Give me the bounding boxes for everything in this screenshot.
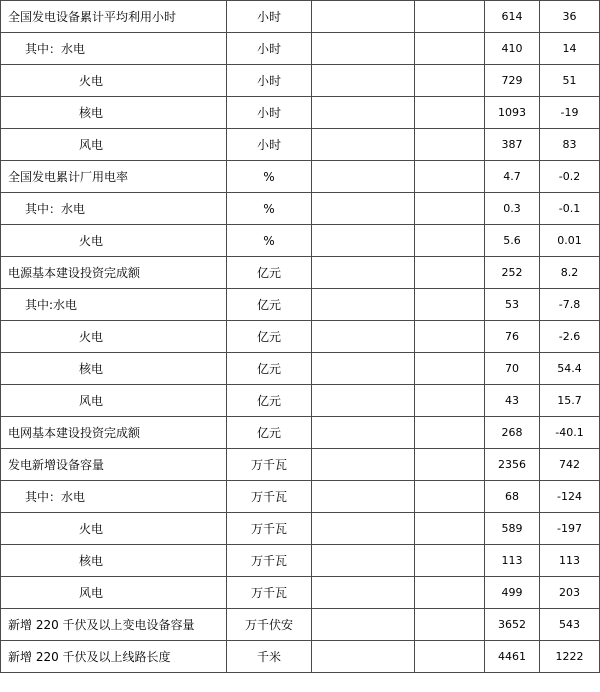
change-cell: 14 — [540, 33, 600, 65]
change-cell: 83 — [540, 129, 600, 161]
blank-cell — [415, 481, 485, 513]
unit-cell: 亿元 — [227, 257, 312, 289]
blank-cell — [312, 161, 415, 193]
blank-cell — [415, 193, 485, 225]
blank-cell — [415, 257, 485, 289]
blank-cell — [312, 97, 415, 129]
unit-cell: % — [227, 193, 312, 225]
unit-cell: 万千瓦 — [227, 513, 312, 545]
table-row — [1, 289, 600, 321]
blank-cell — [312, 321, 415, 353]
blank-cell — [312, 577, 415, 609]
blank-cell — [312, 417, 415, 449]
blank-cell — [312, 609, 415, 641]
indicator-name-cell: 其中：水电 — [1, 193, 227, 225]
value-cell: 268 — [485, 417, 540, 449]
table-row — [1, 321, 600, 353]
value-cell: 3652 — [485, 609, 540, 641]
blank-cell — [415, 353, 485, 385]
blank-cell — [415, 577, 485, 609]
change-cell: -19 — [540, 97, 600, 129]
blank-cell — [312, 385, 415, 417]
indicator-name-cell: 全国发电设备累计平均利用小时 — [1, 1, 227, 33]
value-cell: 252 — [485, 257, 540, 289]
change-cell: 8.2 — [540, 257, 600, 289]
unit-cell: 万千瓦 — [227, 545, 312, 577]
blank-cell — [312, 33, 415, 65]
value-cell: 76 — [485, 321, 540, 353]
change-cell: 36 — [540, 1, 600, 33]
value-cell: 4461 — [485, 641, 540, 673]
blank-cell — [312, 257, 415, 289]
value-cell: 0.3 — [485, 193, 540, 225]
unit-cell: 小时 — [227, 129, 312, 161]
value-cell: 499 — [485, 577, 540, 609]
table-row — [1, 449, 600, 481]
blank-cell — [312, 1, 415, 33]
table-row — [1, 545, 600, 577]
table-row — [1, 33, 600, 65]
change-cell: -7.8 — [540, 289, 600, 321]
table-row — [1, 609, 600, 641]
indicator-name-cell: 火电 — [1, 321, 227, 353]
indicator-name-cell: 火电 — [1, 225, 227, 257]
blank-cell — [415, 97, 485, 129]
change-cell: 113 — [540, 545, 600, 577]
value-cell: 729 — [485, 65, 540, 97]
table-row — [1, 161, 600, 193]
blank-cell — [312, 545, 415, 577]
indicator-name-cell: 其中：水电 — [1, 33, 227, 65]
unit-cell: 万千瓦 — [227, 481, 312, 513]
blank-cell — [312, 449, 415, 481]
indicator-name-cell: 电网基本建设投资完成额 — [1, 417, 227, 449]
value-cell: 68 — [485, 481, 540, 513]
table-row — [1, 353, 600, 385]
value-cell: 4.7 — [485, 161, 540, 193]
change-cell: 54.4 — [540, 353, 600, 385]
table-row — [1, 481, 600, 513]
change-cell: -197 — [540, 513, 600, 545]
unit-cell: 万千伏安 — [227, 609, 312, 641]
blank-cell — [415, 609, 485, 641]
unit-cell: 小时 — [227, 1, 312, 33]
change-cell: 51 — [540, 65, 600, 97]
unit-cell: % — [227, 161, 312, 193]
blank-cell — [312, 289, 415, 321]
table-row — [1, 641, 600, 673]
change-cell: 15.7 — [540, 385, 600, 417]
table-row — [1, 225, 600, 257]
change-cell: 203 — [540, 577, 600, 609]
indicator-name-cell: 核电 — [1, 97, 227, 129]
blank-cell — [312, 353, 415, 385]
change-cell: -2.6 — [540, 321, 600, 353]
unit-cell: 小时 — [227, 97, 312, 129]
indicator-name-cell: 电源基本建设投资完成额 — [1, 257, 227, 289]
change-cell: -124 — [540, 481, 600, 513]
table-row — [1, 385, 600, 417]
unit-cell: 小时 — [227, 65, 312, 97]
indicator-name-cell: 全国发电累计厂用电率 — [1, 161, 227, 193]
unit-cell: 万千瓦 — [227, 577, 312, 609]
value-cell: 43 — [485, 385, 540, 417]
table-row — [1, 129, 600, 161]
table-row — [1, 193, 600, 225]
blank-cell — [415, 129, 485, 161]
unit-cell: % — [227, 225, 312, 257]
table-row — [1, 65, 600, 97]
table-body — [1, 1, 600, 673]
value-cell: 53 — [485, 289, 540, 321]
change-cell: 1222 — [540, 641, 600, 673]
indicator-name-cell: 核电 — [1, 545, 227, 577]
unit-cell: 亿元 — [227, 353, 312, 385]
table-row — [1, 577, 600, 609]
indicator-name-cell: 风电 — [1, 385, 227, 417]
change-cell: 543 — [540, 609, 600, 641]
change-cell: 0.01 — [540, 225, 600, 257]
indicator-name-cell: 新增 220 千伏及以上线路长度 — [1, 641, 227, 673]
unit-cell: 亿元 — [227, 321, 312, 353]
blank-cell — [312, 481, 415, 513]
table-row — [1, 97, 600, 129]
blank-cell — [312, 225, 415, 257]
blank-cell — [415, 641, 485, 673]
value-cell: 2356 — [485, 449, 540, 481]
blank-cell — [312, 65, 415, 97]
blank-cell — [415, 33, 485, 65]
change-cell: -40.1 — [540, 417, 600, 449]
blank-cell — [415, 513, 485, 545]
value-cell: 387 — [485, 129, 540, 161]
blank-cell — [415, 545, 485, 577]
value-cell: 5.6 — [485, 225, 540, 257]
blank-cell — [312, 513, 415, 545]
table-row — [1, 1, 600, 33]
blank-cell — [415, 1, 485, 33]
blank-cell — [415, 161, 485, 193]
value-cell: 1093 — [485, 97, 540, 129]
blank-cell — [312, 641, 415, 673]
unit-cell: 万千瓦 — [227, 449, 312, 481]
table-row — [1, 417, 600, 449]
value-cell: 70 — [485, 353, 540, 385]
indicator-name-cell: 其中:水电 — [1, 289, 227, 321]
blank-cell — [312, 129, 415, 161]
indicator-name-cell: 风电 — [1, 577, 227, 609]
unit-cell: 亿元 — [227, 289, 312, 321]
value-cell: 113 — [485, 545, 540, 577]
blank-cell — [312, 193, 415, 225]
blank-cell — [415, 417, 485, 449]
indicator-name-cell: 新增 220 千伏及以上变电设备容量 — [1, 609, 227, 641]
indicator-name-cell: 其中：水电 — [1, 481, 227, 513]
indicator-name-cell: 风电 — [1, 129, 227, 161]
value-cell: 589 — [485, 513, 540, 545]
change-cell: 742 — [540, 449, 600, 481]
blank-cell — [415, 385, 485, 417]
blank-cell — [415, 449, 485, 481]
unit-cell: 亿元 — [227, 417, 312, 449]
change-cell: -0.1 — [540, 193, 600, 225]
blank-cell — [415, 225, 485, 257]
table-row — [1, 257, 600, 289]
value-cell: 614 — [485, 1, 540, 33]
unit-cell: 亿元 — [227, 385, 312, 417]
table-row — [1, 513, 600, 545]
change-cell: -0.2 — [540, 161, 600, 193]
blank-cell — [415, 321, 485, 353]
blank-cell — [415, 289, 485, 321]
blank-cell — [415, 65, 485, 97]
value-cell: 410 — [485, 33, 540, 65]
indicator-name-cell: 发电新增设备容量 — [1, 449, 227, 481]
indicator-name-cell: 核电 — [1, 353, 227, 385]
indicator-name-cell: 火电 — [1, 65, 227, 97]
indicator-name-cell: 火电 — [1, 513, 227, 545]
unit-cell: 小时 — [227, 33, 312, 65]
unit-cell: 千米 — [227, 641, 312, 673]
